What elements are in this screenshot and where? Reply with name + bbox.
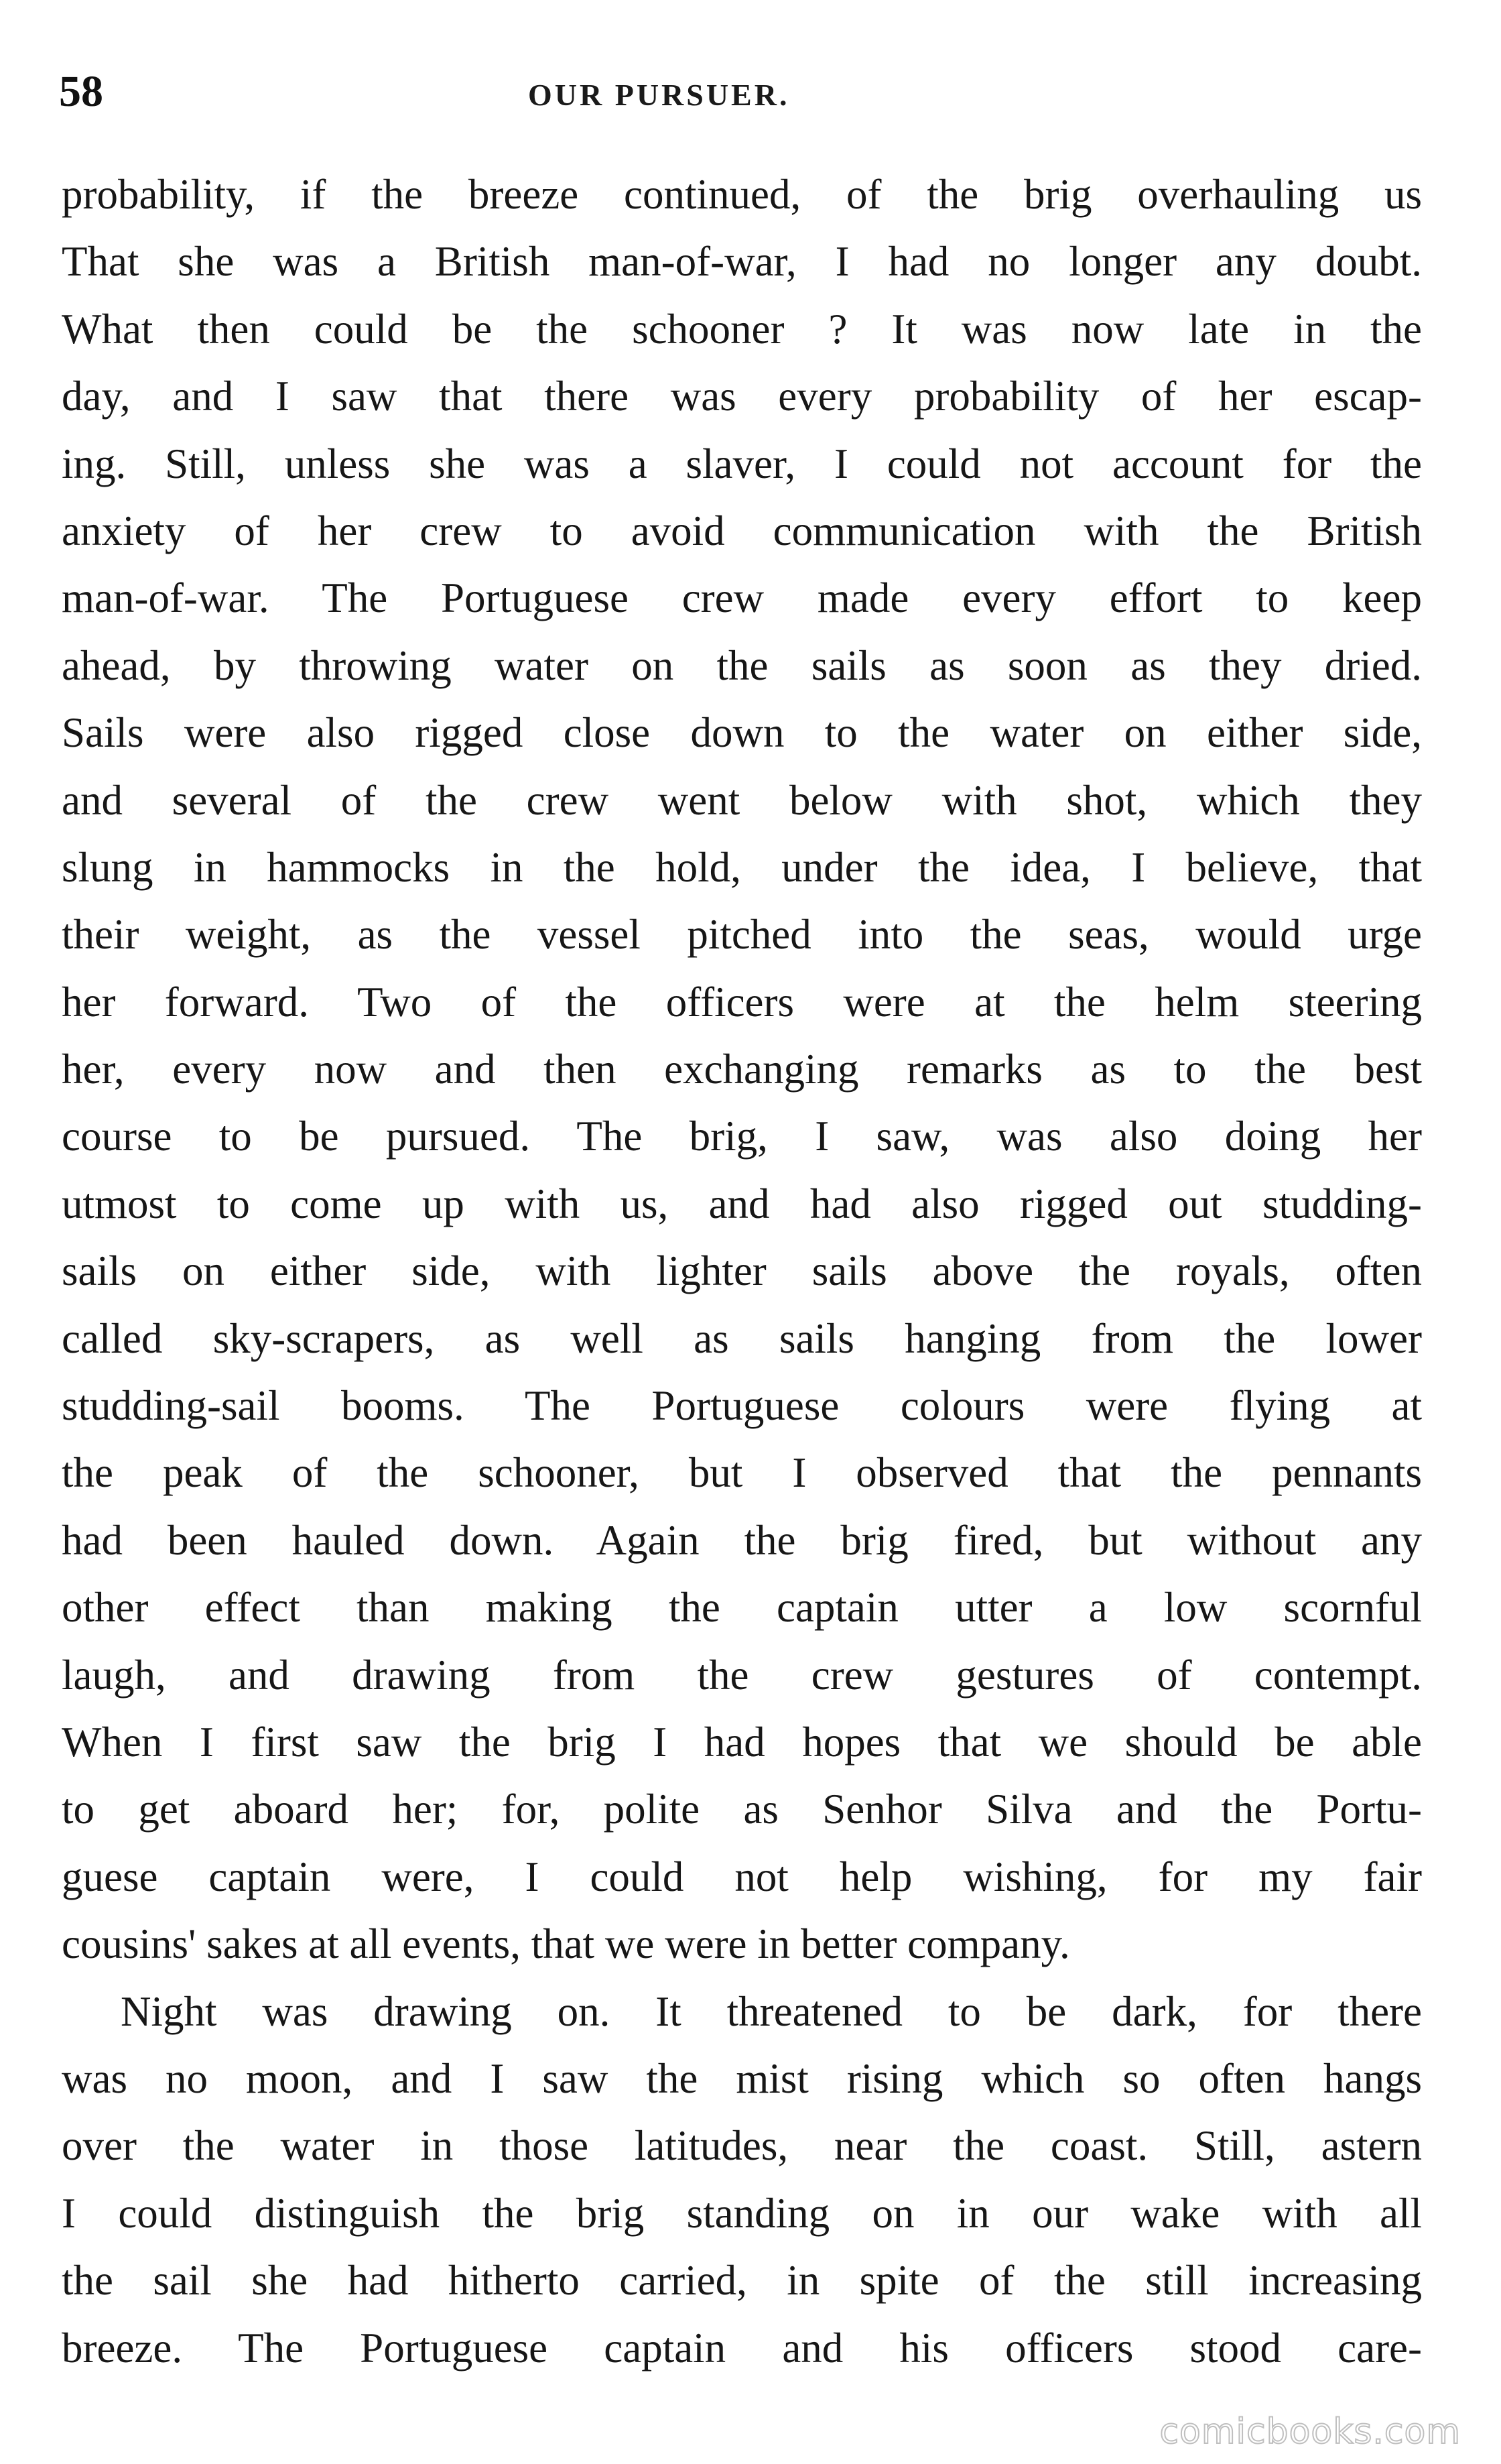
text-line: Night was drawing on. It threatened to be dark, for there: [121, 1987, 1422, 2035]
text-line: man-of-war. The Portuguese crew made every effort to keep: [62, 574, 1422, 622]
text-line: her forward. Two of the officers were at the helm steering: [62, 978, 1422, 1026]
text-line: cousins' sakes at all events, that we were in better company.: [62, 1920, 1070, 1968]
text-line: the sail she had hitherto carried, in spite of the still increasing: [62, 2257, 1422, 2304]
text-line: to get aboard her; for, polite as Senhor Silva and the Portu-: [62, 1786, 1422, 1833]
text-line: their weight, as the vessel pitched into the seas, would urge: [62, 911, 1422, 959]
text-line: had been hauled down. Again the brig fired, but without any: [62, 1516, 1422, 1564]
text-line: her, every now and then exchanging remarks as to the best: [62, 1046, 1422, 1093]
watermark: comicbooks.com: [1159, 2412, 1461, 2452]
text-line: When I first saw the brig I had hopes that we should be able: [62, 1718, 1422, 1766]
text-line: was no moon, and I saw the mist rising which so often hangs: [62, 2054, 1422, 2102]
text-line: and several of the crew went below with shot, which they: [62, 776, 1422, 824]
text-line: called sky-scrapers, as well as sails hanging from the lower: [62, 1314, 1422, 1362]
text-line: other effect than making the captain utter a low scornful: [62, 1584, 1422, 1631]
page-number: 58: [59, 67, 103, 116]
text-line: course to be pursued. The brig, I saw, was also doing her: [62, 1113, 1422, 1160]
running-title: OUR PURSUER.: [528, 78, 790, 112]
text-line: Sails were also rigged close down to the water on either side,: [62, 709, 1422, 757]
text-line: the peak of the schooner, but I observed that the pennants: [62, 1449, 1422, 1497]
text-line: studding-sail booms. The Portuguese colours were flying at: [62, 1382, 1422, 1430]
text-line: sails on either side, with lighter sails above the royals, often: [62, 1247, 1422, 1295]
text-line: probability, if the breeze continued, of the brig overhauling us: [62, 171, 1422, 218]
text-line: over the water in those latitudes, near the coast. Still, astern: [62, 2122, 1422, 2170]
text-line: utmost to come up with us, and had also rigged out studding-: [62, 1180, 1422, 1227]
text-line: ahead, by throwing water on the sails as soon as they dried.: [62, 641, 1422, 689]
text-line: ing. Still, unless she was a slaver, I could not account for the: [62, 440, 1422, 487]
text-line: I could distinguish the brig standing on in our wake with all: [62, 2189, 1422, 2237]
text-line: breeze. The Portuguese captain and his officers stood care-: [62, 2324, 1422, 2371]
text-line: day, and I saw that there was every probability of her escap-: [62, 373, 1422, 420]
body-text: [62, 161, 1422, 2382]
text-line: slung in hammocks in the hold, under the idea, I believe, that: [62, 843, 1422, 891]
text-line: That she was a British man-of-war, I had no longer any doubt.: [62, 238, 1422, 286]
text-line: laugh, and drawing from the crew gestures of contempt.: [62, 1651, 1422, 1699]
text-line: anxiety of her crew to avoid communication with the British: [62, 507, 1422, 554]
running-head: [59, 62, 1421, 122]
text-line: What then could be the schooner ? It was now late in the: [62, 305, 1422, 353]
text-line: guese captain were, I could not help wishing, for my fair: [62, 1853, 1422, 1900]
